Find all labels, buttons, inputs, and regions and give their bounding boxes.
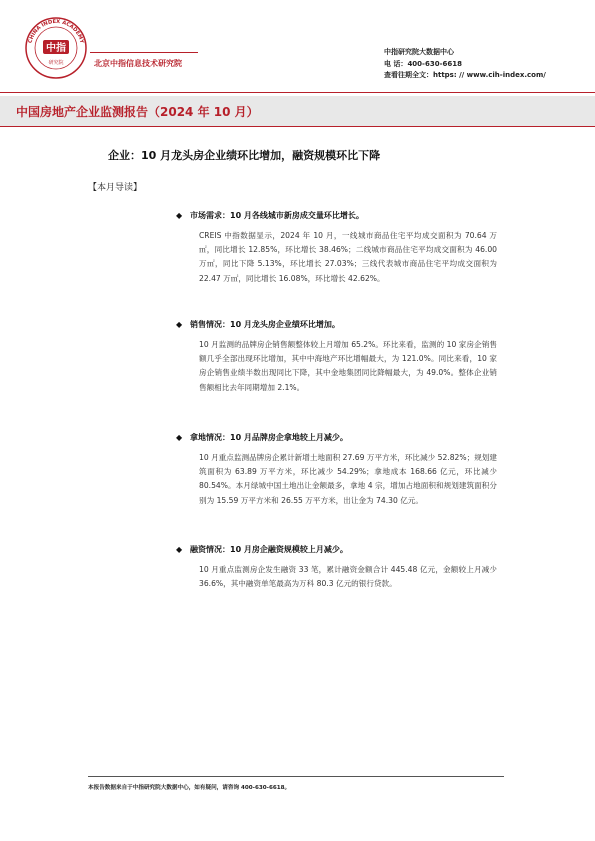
- logo-bottom-text: 研究院: [48, 60, 64, 66]
- contact-phone-label: 电 话：: [384, 59, 408, 68]
- section-title-market-demand: [176, 210, 364, 221]
- guide-label: 【本月导读】: [88, 183, 143, 193]
- logo-ring-text: CHINA INDEX ACADEMY: [27, 18, 85, 45]
- company-logo: [24, 16, 88, 80]
- diamond-bullet-icon: ◆: [176, 433, 183, 442]
- org-name: 北京中指信息技术研究院: [94, 59, 182, 68]
- header-divider: [0, 92, 595, 93]
- section-title-land: [176, 432, 348, 443]
- logo-center-text: 中指: [46, 43, 66, 54]
- section-body-financing: 10 月重点监测房企发生融资 33 笔，累计融资金额合计 445.48 亿元，金额较上月减少 36.6%，其中融资单笔最高为万科 80.3 亿元的银行贷款。: [199, 565, 497, 589]
- contact-web-row: [384, 70, 546, 82]
- footer-divider: [88, 776, 504, 777]
- page-headline: 企业：10 月龙头房企业绩环比增加，融资规模环比下降: [108, 149, 381, 162]
- contact-phone-row: [384, 59, 546, 71]
- section-title-text: 销售情况：10 月龙头房企业绩环比增加。: [190, 320, 340, 329]
- section-title-text: 拿地情况：10 月品牌房企拿地较上月减少。: [190, 433, 348, 442]
- contact-block: [384, 47, 546, 82]
- section-body-sales: 10 月监测的品牌房企销售额整体较上月增加 65.2%。环比来看，监测的 10 家房企销售额几乎全部出现环比增加，其中中海地产环比增幅最大，为 121.0%。同比来看，10 家房企销售业绩半数出现同比下降，其中金地集团同比降幅最大，为 49.0%。整体企业销售额相比去年同期增加 2.1%。: [199, 340, 497, 392]
- diamond-bullet-icon: ◆: [176, 545, 183, 554]
- section-body-land: 10 月重点监测品牌房企累计新增土地面积 27.69 万平方米，环比减少 52.82%；规划建筑面积为 63.89 万平方米，环比减少 54.29%；拿地成本 168.66 亿元，环比减少 80.54%。本月绿城中国土地出让金额最多，拿地 4 宗，增加占地面积和规划建筑面积分别为 15.59 万平方米和 26.55 万平方米，出让金为 74.30 亿元。: [199, 453, 497, 505]
- section-title-text: 市场需求：10 月各线城市新房成交量环比增长。: [190, 211, 364, 220]
- contact-phone: 400-630-6618: [407, 59, 462, 68]
- report-title: 中国房地产企业监测报告（2024 年 10 月）: [16, 105, 259, 119]
- contact-center: 中指研究院大数据中心: [384, 48, 454, 56]
- diamond-bullet-icon: ◆: [176, 320, 183, 329]
- section-title-text: 融资情况：10 月房企融资规模较上月减少。: [190, 545, 348, 554]
- diamond-bullet-icon: ◆: [176, 211, 183, 220]
- contact-web-link[interactable]: https: // www.cih-index.com/: [433, 71, 546, 79]
- org-name-underline: [90, 52, 198, 53]
- footer-note: 本报告数据来自于中指研究院大数据中心，如有疑问，请咨询 400-630-6618。: [88, 785, 291, 791]
- contact-web-label: 查看往期全文：: [384, 71, 433, 79]
- section-title-financing: [176, 544, 348, 555]
- section-title-sales: [176, 319, 340, 330]
- section-body-market-demand: CREIS 中指数据显示，2024 年 10 月，一线城市商品住宅平均成交面积为 70.64 万㎡，同比增长 12.85%，环比增长 38.46%；二线城市商品住宅平均成交面积为 46.00 万㎡，同比下降 5.13%，环比增长 27.03%；三线代表城市商品住宅平均成交面积为 22.47 万㎡，同比增长 16.08%，环比增长 42.62%。: [199, 231, 497, 283]
